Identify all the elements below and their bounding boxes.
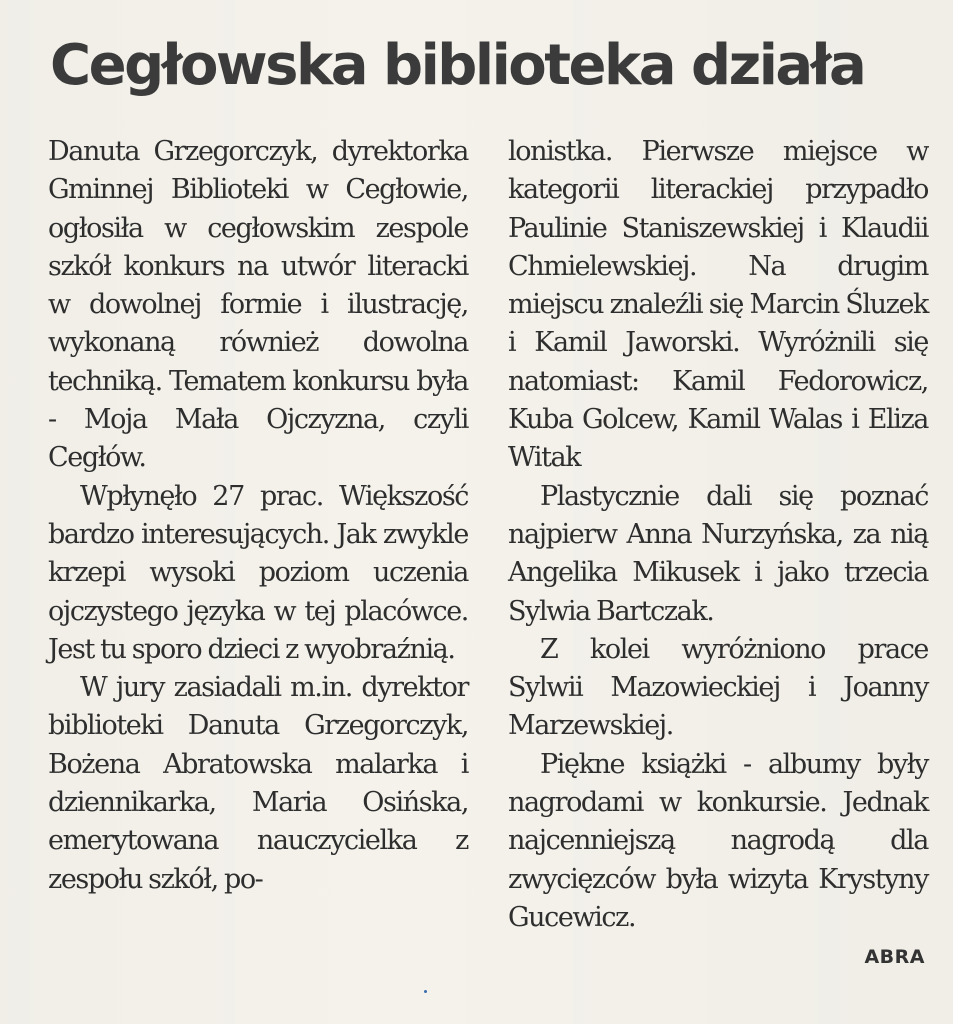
ink-speck (424, 990, 427, 993)
paragraph-1: Danuta Grzegorczyk, dyrektorka Gminnej Biblioteki w Cegłowie, ogłosiła w cegłowskim zespole szkół konkurs na utwór literacki w dowolnej formie i ilustrację, wykonaną również dowolna techniką. Tematem konkursu była - Moja Mała Ojczyzna, czyli Cegłów. (48, 136, 468, 474)
scan-margin (953, 0, 971, 1024)
article-column-left (48, 133, 468, 899)
author-signature: ABRA (864, 946, 925, 968)
article-column-right (508, 133, 928, 937)
paragraph-5: Plastycznie dali się poznać najpierw Anna Nurzyńska, za nią Angelika Mikusek i jako trzecia Sylwia Bartczak. (508, 480, 928, 627)
article-headline: Cegłowska biblioteka działa (50, 33, 865, 98)
paragraph-6: Z kolei wyróżniono prace Sylwii Mazowieckiej i Joanny Marzewskiej. (508, 633, 928, 742)
paragraph-3: W jury zasiadali m.in. dyrektor biblioteki Danuta Grzegorczyk, Bożena Abratowska malarka i dziennikarka, Maria Osińska, emerytowana nauczycielka z zespołu szkół, po- (48, 672, 468, 895)
paragraph-7: Piękne książki - albumy były nagrodami w konkursie. Jednak najcenniejszą nagrodą dla zwycięzców była wizyta Krystyny Gucewicz. (508, 748, 928, 933)
paragraph-4: lonistka. Pierwsze miejsce w kategorii literackiej przypadło Paulinie Staniszewskiej i Klaudii Chmielewskiej. Na drugim miejscu znaleźli się Marcin Śluzek i Kamil Jaworski. Wyróżnili się natomiast: Kamil Fedorowicz, Kuba Golcew, Kamil Walas i Eliza Witak (508, 136, 928, 474)
paragraph-2: Wpłynęło 27 prac. Większość bardzo interesujących. Jak zwykle krzepi wysoki poziom uczenia ojczystego języka w tej placówce. Jest tu sporo dzieci z wyobraźnią. (48, 480, 468, 665)
